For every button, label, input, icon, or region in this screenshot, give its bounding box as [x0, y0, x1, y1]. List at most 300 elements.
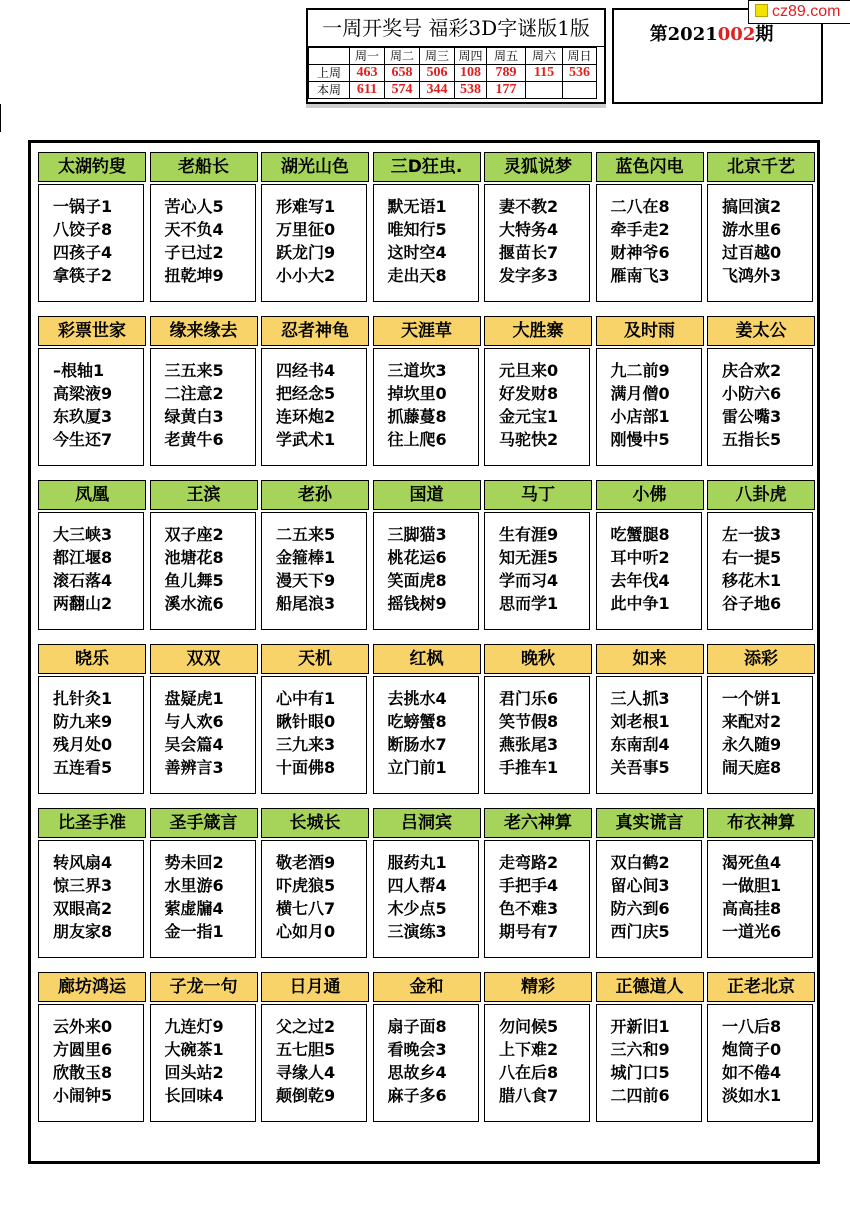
- riddle-line: 摇钱树9: [387, 594, 447, 613]
- riddle-line: 庆合欢2: [722, 361, 782, 380]
- riddle-line: 萦虚牖4: [164, 899, 224, 918]
- riddle-line: 服药丸1: [387, 853, 447, 872]
- riddle-line: 小店部1: [610, 407, 670, 426]
- riddle-list: [38, 1004, 144, 1122]
- riddle-line: 八在后8: [499, 1063, 559, 1082]
- riddle-list: [150, 676, 256, 794]
- riddle-line: 三人抓3: [610, 689, 670, 708]
- puzzle-cell: [38, 808, 146, 958]
- riddle-line: 云外来0: [53, 1017, 113, 1036]
- riddle-line: 笑节假8: [499, 712, 559, 731]
- riddle-line: 揠苗长7: [499, 243, 559, 262]
- result-number: [563, 82, 597, 99]
- riddle-list: [261, 676, 367, 794]
- puzzle-cell: [484, 808, 592, 958]
- riddle-line: 水里游6: [164, 876, 224, 895]
- shadow-bar: [306, 104, 606, 108]
- riddle-line: 三脚猫3: [387, 525, 447, 544]
- day-header: 周二: [385, 48, 420, 65]
- riddle-line: 开新旧1: [610, 1017, 670, 1036]
- result-number: 536: [563, 65, 597, 82]
- this-week-label: 本周: [309, 82, 350, 99]
- puzzle-cell: [373, 972, 481, 1122]
- puzzle-cell: [596, 316, 704, 466]
- results-title: 一周开奖号 福彩3D字谜版1版: [308, 10, 604, 47]
- riddle-line: 知无涯5: [499, 548, 559, 567]
- author-name: 廊坊鸿运: [38, 972, 146, 1002]
- riddle-line: 左一拔3: [722, 525, 782, 544]
- riddle-list: [596, 512, 702, 630]
- logo-square-icon: [755, 4, 768, 17]
- riddle-line: 防六到6: [610, 899, 670, 918]
- riddle-line: 把经念5: [276, 384, 336, 403]
- riddle-list: [261, 348, 367, 466]
- puzzle-cell: [150, 316, 258, 466]
- riddle-list: [150, 840, 256, 958]
- riddle-line: 横七八7: [276, 899, 336, 918]
- puzzle-cell: [707, 644, 815, 794]
- puzzle-cell: [150, 644, 258, 794]
- riddle-line: 大碗茶1: [164, 1040, 224, 1059]
- author-name: 如来: [596, 644, 704, 674]
- riddle-line: 敬老酒9: [276, 853, 336, 872]
- riddle-line: 往上爬6: [387, 430, 447, 449]
- riddle-line: 木少点5: [387, 899, 447, 918]
- riddle-line: 东玖厦3: [53, 407, 113, 426]
- riddle-list: [484, 184, 590, 302]
- riddle-line: 唯知行5: [387, 220, 447, 239]
- result-number: 611: [350, 82, 385, 99]
- puzzle-cell: [38, 644, 146, 794]
- result-number: 789: [487, 65, 526, 82]
- riddle-line: 九二前9: [610, 361, 670, 380]
- puzzle-cell: [373, 316, 481, 466]
- issue-number: 第2021002期: [649, 24, 774, 45]
- riddle-line: 吓虎狼5: [276, 876, 336, 895]
- author-name: 马丁: [484, 480, 592, 510]
- riddle-line: 回头站2: [164, 1063, 224, 1082]
- riddle-line: 金一指1: [164, 922, 224, 941]
- puzzle-cell: [150, 972, 258, 1122]
- riddle-line: 右一提5: [722, 548, 782, 567]
- riddle-line: 刘老根1: [610, 712, 670, 731]
- riddle-line: 天不负4: [164, 220, 224, 239]
- puzzle-cell: [596, 644, 704, 794]
- riddle-line: 高梁液9: [53, 384, 113, 403]
- riddle-line: 勿问候5: [499, 1017, 559, 1036]
- riddle-line: 雷公嘴3: [722, 407, 782, 426]
- riddle-line: 今生还7: [53, 430, 113, 449]
- riddle-line: 双白鹤2: [610, 853, 670, 872]
- puzzle-cell: [261, 316, 369, 466]
- riddle-list: [596, 676, 702, 794]
- result-number: 506: [420, 65, 455, 82]
- author-name: 彩票世家: [38, 316, 146, 346]
- puzzle-cell: [373, 480, 481, 630]
- puzzle-cell: [261, 480, 369, 630]
- riddle-line: 城门口5: [610, 1063, 670, 1082]
- riddle-line: 耳中听2: [610, 548, 670, 567]
- riddle-list: [596, 840, 702, 958]
- riddle-list: [150, 512, 256, 630]
- riddle-line: 二四前6: [610, 1086, 670, 1105]
- riddle-list: [484, 348, 590, 466]
- puzzle-cell: [596, 152, 704, 302]
- riddle-line: 金元宝1: [499, 407, 559, 426]
- riddle-line: 来配对2: [722, 712, 782, 731]
- puzzle-cell: [707, 808, 815, 958]
- riddle-line: 颠倒乾9: [276, 1086, 336, 1105]
- last-week-row: [309, 65, 597, 82]
- riddle-line: 八饺子8: [53, 220, 113, 239]
- author-name: 添彩: [707, 644, 815, 674]
- riddle-line: 发字多3: [499, 266, 559, 285]
- day-header: 周六: [526, 48, 563, 65]
- riddle-line: 池塘花8: [164, 548, 224, 567]
- riddle-line: 去挑水4: [387, 689, 447, 708]
- riddle-list: [707, 840, 813, 958]
- author-name: 缘来缘去: [150, 316, 258, 346]
- author-name: 红枫: [373, 644, 481, 674]
- riddle-list: [261, 840, 367, 958]
- riddle-list: [484, 676, 590, 794]
- riddle-line: 燕张尾3: [499, 735, 559, 754]
- riddle-list: [484, 1004, 590, 1122]
- riddle-line: 走弯路2: [499, 853, 559, 872]
- riddle-line: 欣散玉8: [53, 1063, 113, 1082]
- riddle-list: [373, 676, 479, 794]
- riddle-list: [38, 512, 144, 630]
- author-name: 布衣神算: [707, 808, 815, 838]
- puzzle-cell: [707, 316, 815, 466]
- riddle-line: 期号有7: [499, 922, 559, 941]
- riddle-line: 高高挂8: [722, 899, 782, 918]
- riddle-line: 上下难2: [499, 1040, 559, 1059]
- riddle-line: 扎针灸1: [53, 689, 113, 708]
- result-number: 115: [526, 65, 563, 82]
- riddle-line: 一做胆1: [722, 876, 782, 895]
- riddle-line: 拿筷子2: [53, 266, 113, 285]
- riddle-line: –根轴1: [53, 361, 105, 380]
- riddle-list: [484, 512, 590, 630]
- riddle-line: 走出天8: [387, 266, 447, 285]
- riddle-line: 这时空4: [387, 243, 447, 262]
- puzzle-cell: [707, 972, 815, 1122]
- author-name: 子龙一句: [150, 972, 258, 1002]
- puzzle-cell: [150, 480, 258, 630]
- riddle-line: 刚慢中5: [610, 430, 670, 449]
- riddle-list: [707, 676, 813, 794]
- author-name: 正老北京: [707, 972, 815, 1002]
- riddle-line: 看晚会3: [387, 1040, 447, 1059]
- riddle-line: 四经书4: [276, 361, 336, 380]
- riddle-line: 思而学1: [499, 594, 559, 613]
- riddle-line: 手推车1: [499, 758, 559, 777]
- riddle-line: 苦心人5: [164, 197, 224, 216]
- riddle-line: 滚石落4: [53, 571, 113, 590]
- result-number: 463: [350, 65, 385, 82]
- riddle-line: 双子座2: [164, 525, 224, 544]
- author-name: 金和: [373, 972, 481, 1002]
- riddle-line: 小小大2: [276, 266, 336, 285]
- riddle-list: [484, 840, 590, 958]
- result-number: 344: [420, 82, 455, 99]
- riddle-line: 四孩子4: [53, 243, 113, 262]
- riddle-line: 善辨言3: [164, 758, 224, 777]
- puzzle-cell: [261, 644, 369, 794]
- results-grid: [308, 47, 597, 99]
- riddle-line: 一个饼1: [722, 689, 782, 708]
- riddle-line: 掉坎里0: [387, 384, 447, 403]
- riddle-line: 吃螃蟹8: [387, 712, 447, 731]
- site-logo[interactable]: cz89.com: [748, 0, 850, 24]
- riddle-list: [373, 348, 479, 466]
- riddle-line: 五七胆5: [276, 1040, 336, 1059]
- author-name: 北京千艺: [707, 152, 815, 182]
- riddle-line: 一八后8: [722, 1017, 782, 1036]
- author-name: 蓝色闪电: [596, 152, 704, 182]
- puzzle-cell: [596, 972, 704, 1122]
- riddle-line: 十面佛8: [276, 758, 336, 777]
- riddle-line: 惊三界3: [53, 876, 113, 895]
- day-header: 周五: [487, 48, 526, 65]
- puzzle-cell: [38, 152, 146, 302]
- riddle-line: 飞鸿外3: [722, 266, 782, 285]
- riddle-line: 妻不教2: [499, 197, 559, 216]
- author-name: 日月通: [261, 972, 369, 1002]
- author-name: 国道: [373, 480, 481, 510]
- riddle-list: [707, 512, 813, 630]
- puzzle-cell: [38, 480, 146, 630]
- riddle-list: [38, 676, 144, 794]
- riddle-line: 朋友家8: [53, 922, 113, 941]
- puzzle-cell: [373, 644, 481, 794]
- riddle-line: 吃蟹腿8: [610, 525, 670, 544]
- author-name: 比圣手准: [38, 808, 146, 838]
- riddle-line: 学而习4: [499, 571, 559, 590]
- riddle-line: 西门庆5: [610, 922, 670, 941]
- riddle-line: 桃花运6: [387, 548, 447, 567]
- riddle-line: 淡如水1: [722, 1086, 782, 1105]
- riddle-line: 防九来9: [53, 712, 113, 731]
- author-name: 晓乐: [38, 644, 146, 674]
- author-name: 双双: [150, 644, 258, 674]
- puzzle-cell: [261, 808, 369, 958]
- riddle-list: [596, 348, 702, 466]
- day-header: 周日: [563, 48, 597, 65]
- riddle-line: 方圆里6: [53, 1040, 113, 1059]
- riddle-line: 笑面虎8: [387, 571, 447, 590]
- riddle-line: 万里征0: [276, 220, 336, 239]
- riddle-line: 搞回演2: [722, 197, 782, 216]
- riddle-line: 满月僧0: [610, 384, 670, 403]
- riddle-line: 断肠水7: [387, 735, 447, 754]
- riddle-list: [38, 840, 144, 958]
- riddle-line: 二注意2: [164, 384, 224, 403]
- puzzle-cell: [150, 808, 258, 958]
- riddle-line: 默无语1: [387, 197, 447, 216]
- riddle-line: 一锅子1: [53, 197, 113, 216]
- riddle-line: 心中有1: [276, 689, 336, 708]
- riddle-line: 如不倦4: [722, 1063, 782, 1082]
- riddle-line: 思故乡4: [387, 1063, 447, 1082]
- riddle-line: 腊八食7: [499, 1086, 559, 1105]
- riddle-line: 手把手4: [499, 876, 559, 895]
- riddle-list: [38, 184, 144, 302]
- author-name: 王滨: [150, 480, 258, 510]
- puzzle-cell: [484, 480, 592, 630]
- author-name: 忍者神龟: [261, 316, 369, 346]
- riddle-line: 跃龙门9: [276, 243, 336, 262]
- riddle-line: 炮筒子0: [722, 1040, 782, 1059]
- riddle-list: [261, 512, 367, 630]
- days-row: [309, 48, 597, 65]
- riddle-line: 势未回2: [164, 853, 224, 872]
- riddle-line: 二五来5: [276, 525, 336, 544]
- riddle-line: 五连看5: [53, 758, 113, 777]
- riddle-list: [596, 184, 702, 302]
- author-name: 湖光山色: [261, 152, 369, 182]
- puzzle-cell: [38, 316, 146, 466]
- puzzle-cell: [484, 152, 592, 302]
- riddle-list: [596, 1004, 702, 1122]
- riddle-line: 两翻山2: [53, 594, 113, 613]
- author-name: 圣手箴言: [150, 808, 258, 838]
- result-number: 574: [385, 82, 420, 99]
- this-week-row: [309, 82, 597, 99]
- author-name: 大胜寨: [484, 316, 592, 346]
- riddle-line: 过百越0: [722, 243, 782, 262]
- riddle-line: 小闹钟5: [53, 1086, 113, 1105]
- riddle-line: 生有涯9: [499, 525, 559, 544]
- riddle-line: 心如月0: [276, 922, 336, 941]
- riddle-list: [373, 840, 479, 958]
- puzzle-cell: [373, 808, 481, 958]
- riddle-line: 财神爷6: [610, 243, 670, 262]
- riddle-line: 谷子地6: [722, 594, 782, 613]
- author-name: 老船长: [150, 152, 258, 182]
- riddle-line: 移花木1: [722, 571, 782, 590]
- riddle-line: 金箍棒1: [276, 548, 336, 567]
- author-name: 灵狐说梦: [484, 152, 592, 182]
- puzzle-cell: [596, 808, 704, 958]
- riddle-line: 残月处0: [53, 735, 113, 754]
- riddle-list: [373, 184, 479, 302]
- riddle-line: 东南刮4: [610, 735, 670, 754]
- riddle-line: 五指长5: [722, 430, 782, 449]
- puzzle-cell: [596, 480, 704, 630]
- author-name: 凤凰: [38, 480, 146, 510]
- result-number: 658: [385, 65, 420, 82]
- puzzle-cell: [484, 316, 592, 466]
- riddle-list: [150, 184, 256, 302]
- puzzle-cell: [484, 972, 592, 1122]
- riddle-line: 麻子多6: [387, 1086, 447, 1105]
- riddle-list: [373, 1004, 479, 1122]
- riddle-line: 三六和9: [610, 1040, 670, 1059]
- result-number: 538: [455, 82, 487, 99]
- author-name: 吕洞宾: [373, 808, 481, 838]
- author-name: 八卦虎: [707, 480, 815, 510]
- riddle-list: [707, 1004, 813, 1122]
- riddle-line: 与人欢6: [164, 712, 224, 731]
- puzzle-grid: [28, 140, 820, 1164]
- riddle-line: 色不难3: [499, 899, 559, 918]
- riddle-line: 学武术1: [276, 430, 336, 449]
- result-number: [526, 82, 563, 99]
- author-name: 天涯草: [373, 316, 481, 346]
- riddle-line: 寻缘人4: [276, 1063, 336, 1082]
- riddle-line: 渴死鱼4: [722, 853, 782, 872]
- puzzle-cell: [261, 152, 369, 302]
- riddle-line: 绿黄白3: [164, 407, 224, 426]
- puzzle-cell: [261, 972, 369, 1122]
- riddle-line: 都江堰8: [53, 548, 113, 567]
- left-edge-line: [0, 104, 1, 132]
- riddle-line: 扇子面8: [387, 1017, 447, 1036]
- riddle-line: 双眼高2: [53, 899, 113, 918]
- author-name: 太湖钓叟: [38, 152, 146, 182]
- author-name: 正德道人: [596, 972, 704, 1002]
- riddle-list: [261, 184, 367, 302]
- riddle-line: 游水里6: [722, 220, 782, 239]
- riddle-line: 永久随9: [722, 735, 782, 754]
- riddle-list: [707, 348, 813, 466]
- riddle-line: 盘疑虎1: [164, 689, 224, 708]
- riddle-line: 雁南飞3: [610, 266, 670, 285]
- riddle-line: 鱼儿舞5: [164, 571, 224, 590]
- puzzle-cell: [38, 972, 146, 1122]
- riddle-list: [150, 1004, 256, 1122]
- riddle-list: [373, 512, 479, 630]
- riddle-list: [261, 1004, 367, 1122]
- riddle-line: 扭乾坤9: [164, 266, 224, 285]
- riddle-line: 四人帮4: [387, 876, 447, 895]
- riddle-line: 瞅针眼0: [276, 712, 336, 731]
- riddle-line: 老黄牛6: [164, 430, 224, 449]
- riddle-line: 抓藤蔓8: [387, 407, 447, 426]
- riddle-line: 子已过2: [164, 243, 224, 262]
- author-name: 真实谎言: [596, 808, 704, 838]
- riddle-line: 此中争1: [610, 594, 670, 613]
- riddle-line: 父之过2: [276, 1017, 336, 1036]
- day-header: 周三: [420, 48, 455, 65]
- puzzle-cell: [707, 152, 815, 302]
- author-name: 老孙: [261, 480, 369, 510]
- author-name: 长城长: [261, 808, 369, 838]
- result-number: 177: [487, 82, 526, 99]
- riddle-line: 一道光6: [722, 922, 782, 941]
- author-name: 天机: [261, 644, 369, 674]
- riddle-line: 形难写1: [276, 197, 336, 216]
- author-name: 三D狂虫.: [373, 152, 481, 182]
- riddle-line: 吴会篇4: [164, 735, 224, 754]
- riddle-line: 马驼快2: [499, 430, 559, 449]
- riddle-line: 二八在8: [610, 197, 670, 216]
- riddle-line: 大三峡3: [53, 525, 113, 544]
- riddle-line: 立门前1: [387, 758, 447, 777]
- author-name: 姜太公: [707, 316, 815, 346]
- puzzle-cell: [150, 152, 258, 302]
- riddle-line: 船尾浪3: [276, 594, 336, 613]
- riddle-line: 小防六6: [722, 384, 782, 403]
- draw-results-table: [306, 8, 606, 104]
- riddle-line: 闹天庭8: [722, 758, 782, 777]
- riddle-list: [38, 348, 144, 466]
- riddle-list: [707, 184, 813, 302]
- puzzle-cell: [484, 644, 592, 794]
- riddle-line: 去年伐4: [610, 571, 670, 590]
